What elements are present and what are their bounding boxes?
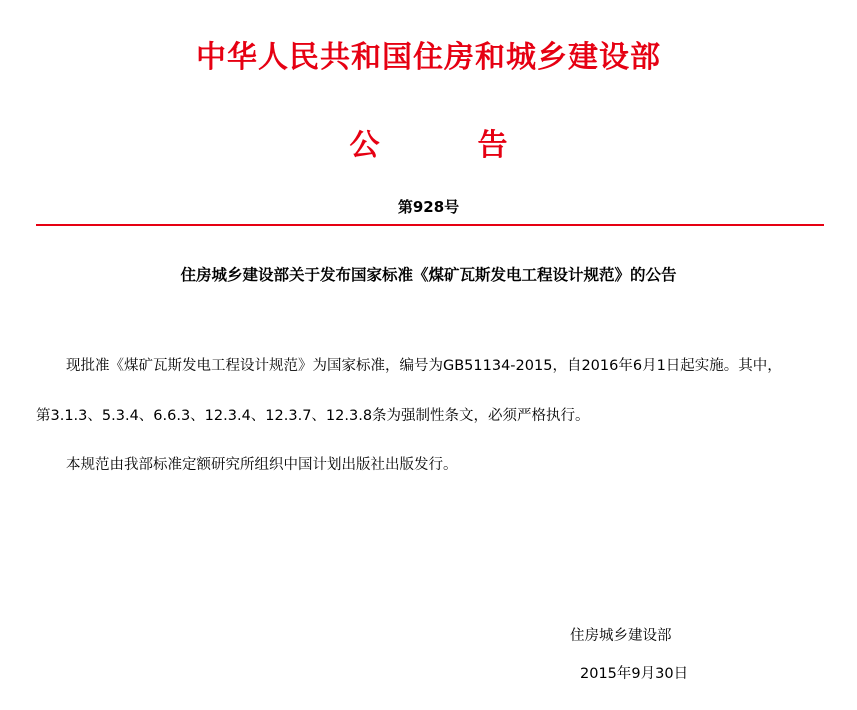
issuer-signature: 住房城乡建设部 (570, 628, 672, 644)
body-paragraph-line-1: 现批准《煤矿瓦斯发电工程设计规范》为国家标准，编号为GB51134-2015，自2016年6月1日起实施。其中， (66, 358, 782, 374)
body-paragraph-line-2: 第3.1.3、5.3.4、6.6.3、12.3.4、12.3.7、12.3.8条为强制性条文，必须严格执行。 (36, 408, 590, 424)
doc-type-char-first: 公 (349, 128, 380, 163)
body-paragraph-2: 本规范由我部标准定额研究所组织中国计划出版社出版发行。 (66, 457, 458, 473)
red-divider-line (36, 224, 824, 226)
ministry-title: 中华人民共和国住房和城乡建设部 (196, 40, 661, 75)
document-number: 第928号 (397, 198, 460, 216)
doc-type-heading (0, 123, 857, 169)
notice-title: 住房城乡建设部关于发布国家标准《煤矿瓦斯发电工程设计规范》的公告 (180, 266, 677, 284)
doc-type-char-second: 告 (477, 128, 508, 163)
issue-date: 2015年9月30日 (580, 666, 689, 682)
